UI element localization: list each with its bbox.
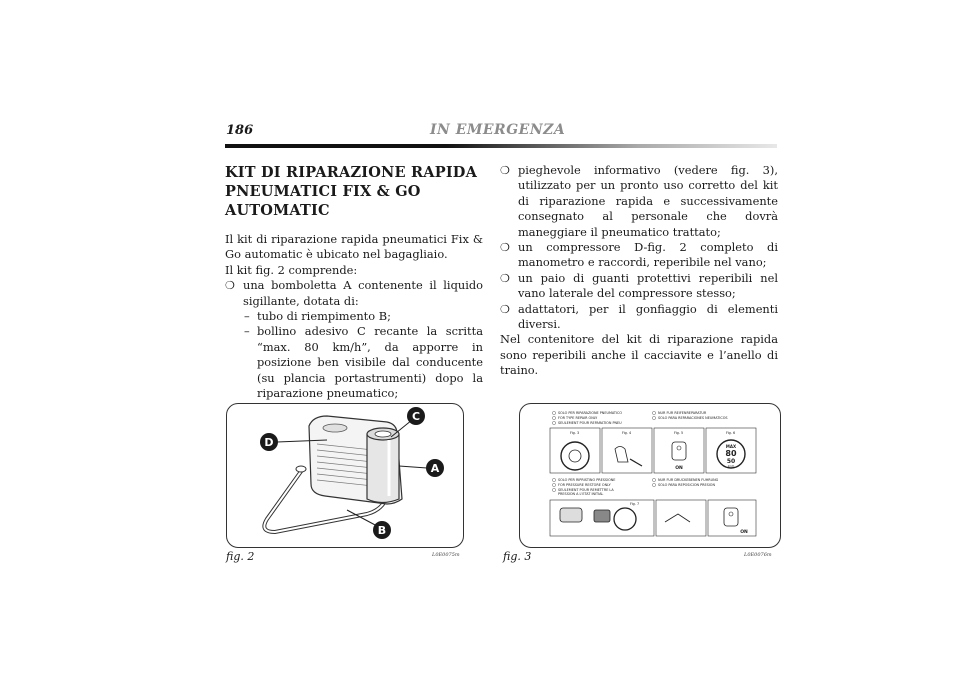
svg-text:SOLO PER RIPARAZIONE PNEUMATIC: SOLO PER RIPARAZIONE PNEUMATICO bbox=[558, 411, 623, 415]
svg-text:NUR FUR REIFENREPARATUR: NUR FUR REIFENREPARATUR bbox=[658, 411, 707, 415]
svg-text:Fig. 4: Fig. 4 bbox=[622, 431, 632, 435]
callout-a bbox=[426, 459, 444, 477]
bullet-icon: ❍ bbox=[500, 164, 510, 177]
figure-3-code: L0E0076m bbox=[744, 552, 772, 558]
panel-mid-right-text bbox=[652, 478, 718, 487]
svg-text:SOLO PARA REPARACIONES NEUMATI: SOLO PARA REPARACIONES NEUMATICOS bbox=[658, 416, 728, 420]
list-item bbox=[500, 302, 778, 333]
sub-list-item-text: tubo di riempimento B; bbox=[257, 309, 391, 324]
list-item-text: un paio di guanti protettivi reperibili nel vano laterale del compressore stesso; bbox=[518, 270, 778, 301]
list-item bbox=[500, 163, 778, 240]
svg-text:NUR FUR DRUCKEBENEN FUHRUNG: NUR FUR DRUCKEBENEN FUHRUNG bbox=[658, 478, 719, 482]
list-item-text: un compressore D-fig. 2 completo di manometro e raccordi, reperibile nel vano; bbox=[518, 240, 778, 270]
figure-2 bbox=[226, 403, 464, 548]
svg-text:SOLO PER RIPRISTINO PRESSIONE: SOLO PER RIPRISTINO PRESSIONE bbox=[558, 478, 616, 482]
speed-limit-icon bbox=[717, 440, 745, 468]
svg-text:SEULEMENT POUR REMETTRE LA: SEULEMENT POUR REMETTRE LA bbox=[558, 488, 614, 492]
section-heading bbox=[225, 163, 483, 220]
svg-text:ON: ON bbox=[675, 466, 683, 471]
info-leaflet-illustration bbox=[520, 404, 780, 547]
bullet-icon: ❍ bbox=[500, 271, 510, 285]
svg-text:Fig. 7: Fig. 7 bbox=[630, 502, 640, 506]
callout-b bbox=[373, 521, 391, 539]
sub-list-item: – tubo di riempimento B; bbox=[225, 309, 483, 324]
list-item bbox=[500, 240, 778, 271]
figure-3 bbox=[519, 403, 781, 548]
svg-text:Fig. 3: Fig. 3 bbox=[570, 431, 580, 435]
callout-d bbox=[260, 433, 278, 451]
right-column bbox=[500, 163, 778, 379]
svg-text:C: C bbox=[411, 410, 421, 423]
compressor-icon bbox=[560, 508, 582, 522]
switch-icon bbox=[672, 442, 686, 460]
svg-text:Fig. 5: Fig. 5 bbox=[674, 431, 684, 435]
repair-kit-illustration bbox=[227, 404, 463, 547]
list-item-text: una bomboletta A contenente il liquido sigillante, dotata di: bbox=[243, 278, 483, 308]
svg-text:Fig. 6: Fig. 6 bbox=[726, 431, 736, 435]
sub-list-item-text: bollino adesivo C recante la scritta “max. 80 km/h”, da apporre in posizione ben visibile dal conducente (su plancia portastrumenti) dopo la riparazione pneumatico; bbox=[257, 324, 483, 401]
header-rule bbox=[225, 144, 777, 148]
bullet-icon: ❍ bbox=[225, 279, 235, 293]
intro-paragraph: Il kit di riparazione rapida pneumatici Fix & Go automatic è ubicato nel bagagliaio. bbox=[225, 232, 483, 262]
figure-2-caption: fig. 2 bbox=[226, 550, 255, 563]
panel-top-right-text bbox=[652, 411, 727, 420]
callout-c bbox=[407, 407, 425, 425]
sub-list-item: – bollino adesivo C recante la scritta “max. 80 km/h”, da apporre in posizione ben visibile dal conducente (su plancia portastrumenti) dopo la riparazione pneumatico; bbox=[244, 324, 483, 401]
svg-text:SOLO PARA REPOSICION PRESION: SOLO PARA REPOSICION PRESION bbox=[658, 483, 716, 487]
heading-line-2: PNEUMATICI FIX & GO AUTOMATIC bbox=[225, 183, 421, 219]
svg-text:FOR PRESSURE RESTORE ONLY: FOR PRESSURE RESTORE ONLY bbox=[558, 483, 611, 487]
svg-text:MAX: MAX bbox=[725, 444, 737, 449]
svg-text:B: B bbox=[377, 524, 387, 537]
tyre-icon bbox=[561, 442, 589, 470]
figure-3-caption: fig. 3 bbox=[503, 550, 532, 563]
closing-paragraph: Nel contenitore del kit di riparazione rapida sono reperibili anche il cacciavite e l’anello di traino. bbox=[500, 332, 778, 378]
heading-line-1: KIT DI RIPARAZIONE RAPIDA bbox=[225, 164, 478, 181]
list-item-text: adattatori, per il gonfiaggio di elementi diversi. bbox=[518, 301, 778, 332]
svg-text:PRESSION A L'ETAT INITIAL: PRESSION A L'ETAT INITIAL bbox=[558, 492, 604, 496]
svg-text:ON: ON bbox=[740, 530, 748, 535]
svg-text:80: 80 bbox=[725, 449, 737, 458]
panel-mid-left-text bbox=[552, 478, 615, 496]
svg-text:km/h: km/h bbox=[727, 465, 735, 468]
bullet-icon: ❍ bbox=[500, 241, 510, 255]
svg-text:SEULEMENT POUR REPARATION PNEU: SEULEMENT POUR REPARATION PNEU bbox=[558, 421, 622, 425]
includes-paragraph: Il kit fig. 2 comprende: bbox=[225, 262, 358, 277]
svg-text:FOR TYPE REPAIR ONLY: FOR TYPE REPAIR ONLY bbox=[558, 416, 598, 420]
panel-top-left-text bbox=[552, 411, 622, 425]
section-title: IN EMERGENZA bbox=[430, 122, 566, 138]
list-item-text: pieghevole informativo (vedere fig. 3), utilizzato per un pronto uso corretto del kit di riparazione rapida e successivamente consegnato al personale che dovrà maneggiare il pneumatico trattato; bbox=[518, 163, 778, 239]
list-item bbox=[500, 271, 778, 302]
valve-icon bbox=[615, 447, 628, 463]
svg-text:A: A bbox=[430, 462, 440, 475]
figure-2-code: L0E0075m bbox=[432, 552, 460, 558]
left-column bbox=[225, 163, 483, 401]
bullet-icon: ❍ bbox=[500, 302, 510, 316]
list-item bbox=[225, 278, 483, 309]
svg-text:50: 50 bbox=[726, 458, 736, 465]
page-number: 186 bbox=[226, 123, 254, 138]
svg-text:D: D bbox=[264, 436, 274, 449]
